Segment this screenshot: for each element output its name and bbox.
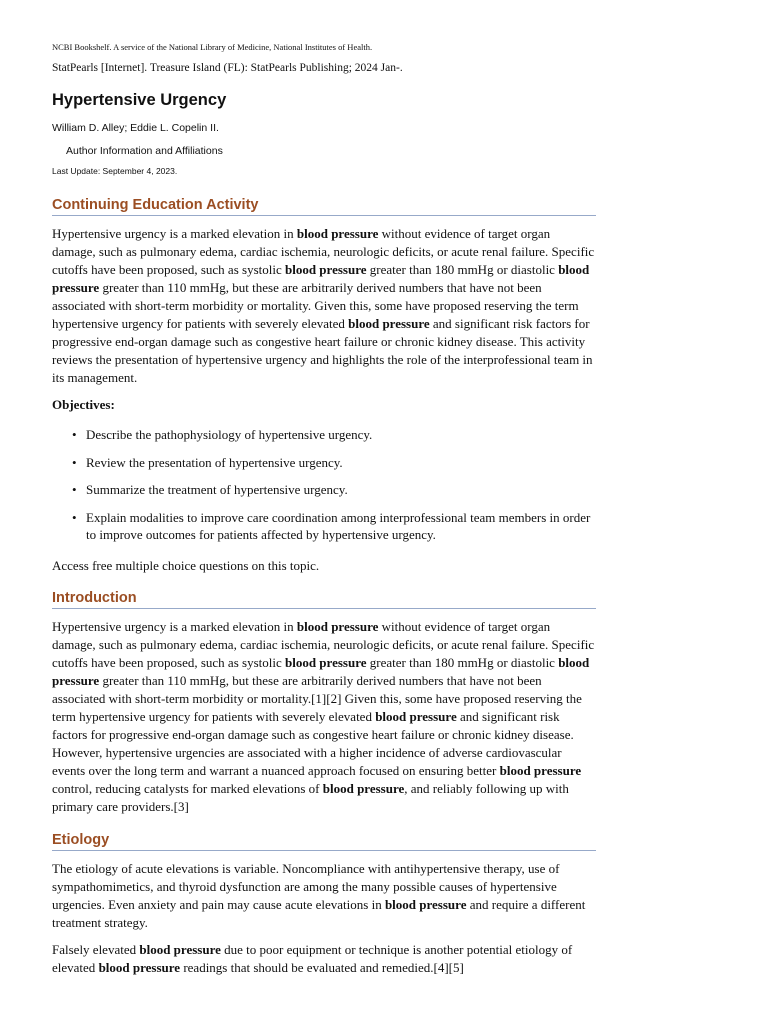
section-heading-continuing-education: Continuing Education Activity <box>52 197 596 216</box>
list-item: • Summarize the treatment of hypertensive urgency. <box>52 481 596 499</box>
etiology-paragraph-2: Falsely elevated blood pressure due to poor equipment or technique is another potential etiology of elevated blood pressure readings that should be evaluated and remedied.[4][5] <box>52 942 573 975</box>
authors: William D. Alley; Eddie L. Copelin II. <box>52 122 219 134</box>
publication-line: StatPearls [Internet]. Treasure Island (FL): StatPearls Publishing; 2024 Jan-. <box>52 62 403 74</box>
list-item: • Review the presentation of hypertensive urgency. <box>52 454 596 472</box>
introduction-paragraph: Hypertensive urgency is a marked elevation in blood pressure without evidence of target organ damage, such as pulmonary edema, cardiac ischemia, neurologic deficits, or acute renal failure. Specific cutoffs have been proposed, such as systolic blood pressure greater than 180 mmHg or diastolic blood pressure greater than 110 mmHg, but these are arbitrarily derived numbers that have not been associated with short-term morbidity or mortality.[1][2] Given this, some have proposed reserving the term hypertensive urgency for patients with severely elevated blood pressure and significant risk factors for progressive end-organ damage such as congestive heart failure or chronic kidney disease. However, hypertensive urgencies are associated with a higher incidence of adverse cardiovascular events over the long term and warrant a nuanced approach focused on ensuring better blood pressure control, reducing catalysts for marked elevations of blood pressure, and reliably following up with primary care providers.[3] <box>52 619 595 814</box>
ce-paragraph: Hypertensive urgency is a marked elevation in blood pressure without evidence of target organ damage, such as pulmonary edema, cardiac ischemia, neurologic deficits, or acute renal failure. Specific cutoffs have been proposed, such as systolic blood pressure greater than 180 mmHg or diastolic blood pressure greater than 110 mmHg, but these are arbitrarily derived numbers that have not been associated with short-term morbidity or mortality. Given this, some have proposed reserving the term hypertensive urgency for patients with severely elevated blood pressure and significant risk factors for progressive end-organ damage such as congestive heart failure or chronic kidney disease. This activity reviews the presentation of hypertensive urgency and highlights the role of the interprofessional team in its management. <box>52 226 595 385</box>
list-item: • Explain modalities to improve care coordination among interprofessional team members in order to improve outcomes for patients affected by hypertensive urgency. <box>52 509 596 544</box>
objectives-list <box>52 426 596 544</box>
last-update: Last Update: September 4, 2023. <box>52 166 178 176</box>
author-affiliations-link[interactable]: Author Information and Affiliations <box>66 145 223 157</box>
objectives-label: Objectives: <box>52 397 115 412</box>
section-heading-introduction: Introduction <box>52 590 596 609</box>
page-title: Hypertensive Urgency <box>52 91 227 109</box>
mcq-link[interactable]: Access free multiple choice questions on this topic. <box>52 558 320 573</box>
ncbi-service-line: NCBI Bookshelf. A service of the National Library of Medicine, National Institutes of Health. <box>52 42 373 52</box>
section-heading-etiology: Etiology <box>52 832 596 851</box>
list-item: • Describe the pathophysiology of hypertensive urgency. <box>52 426 596 444</box>
etiology-paragraph-1: The etiology of acute elevations is variable. Noncompliance with antihypertensive therapy, use of sympathomimetics, and thyroid dysfunction are among the many possible causes of hypertensive urgencies. Even anxiety and pain may cause acute elevations in blood pressure and require a different treatment strategy. <box>52 861 586 930</box>
